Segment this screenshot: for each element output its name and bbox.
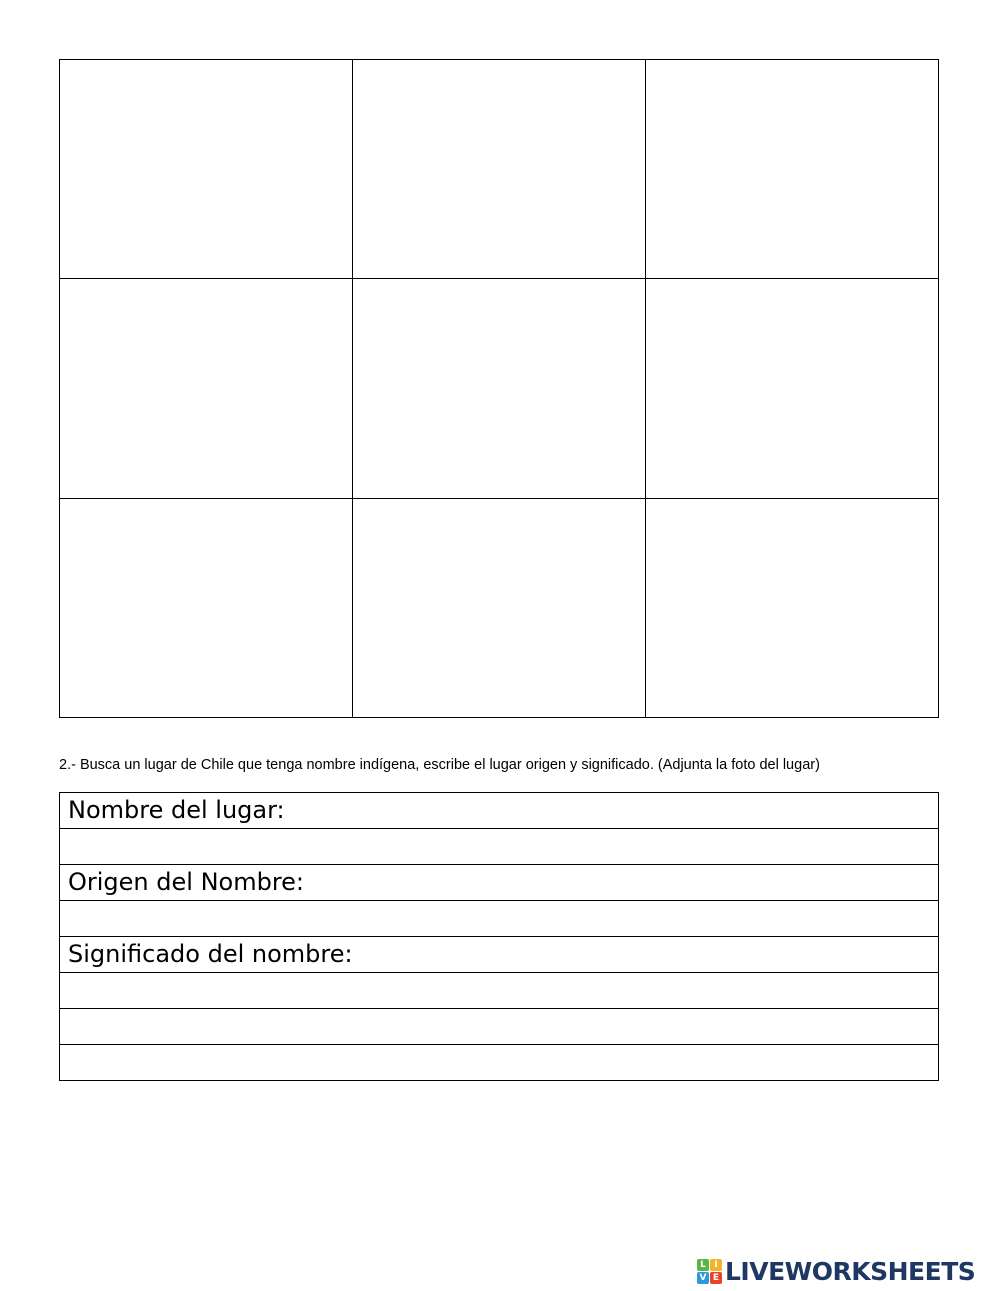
- form-row-meaning-label: Significado del nombre:: [60, 937, 939, 973]
- place-form: [59, 792, 939, 1081]
- instruction-text: 2.- Busca un lugar de Chile que tenga nombre indígena, escribe el lugar origen y significado. (Adjunta la foto del lugar): [59, 757, 820, 773]
- badge-letter: I: [710, 1259, 722, 1271]
- grid-cell[interactable]: [60, 498, 353, 717]
- logo-text: LIVEWORKSHEETS: [725, 1256, 976, 1286]
- badge-letter: L: [697, 1259, 709, 1271]
- grid-cell[interactable]: [353, 279, 646, 498]
- form-row-place-name-label: Nombre del lugar:: [60, 793, 939, 829]
- image-grid: [59, 59, 939, 718]
- form-row-origin-answer[interactable]: [60, 901, 939, 937]
- live-badge-icon: [697, 1259, 722, 1284]
- grid-cell[interactable]: [646, 279, 939, 498]
- grid-cell[interactable]: [60, 60, 353, 279]
- badge-letter: V: [697, 1272, 709, 1284]
- grid-cell[interactable]: [353, 60, 646, 279]
- form-row-meaning-answer-1[interactable]: [60, 973, 939, 1009]
- form-row-place-name-answer[interactable]: [60, 829, 939, 865]
- form-row-meaning-answer-3[interactable]: [60, 1045, 939, 1081]
- grid-cell[interactable]: [353, 498, 646, 717]
- grid-cell[interactable]: [60, 279, 353, 498]
- form-row-origin-label: Origen del Nombre:: [60, 865, 939, 901]
- liveworksheets-logo: [697, 1256, 975, 1286]
- badge-letter: E: [710, 1272, 722, 1284]
- form-row-meaning-answer-2[interactable]: [60, 1009, 939, 1045]
- grid-cell[interactable]: [646, 60, 939, 279]
- grid-cell[interactable]: [646, 498, 939, 717]
